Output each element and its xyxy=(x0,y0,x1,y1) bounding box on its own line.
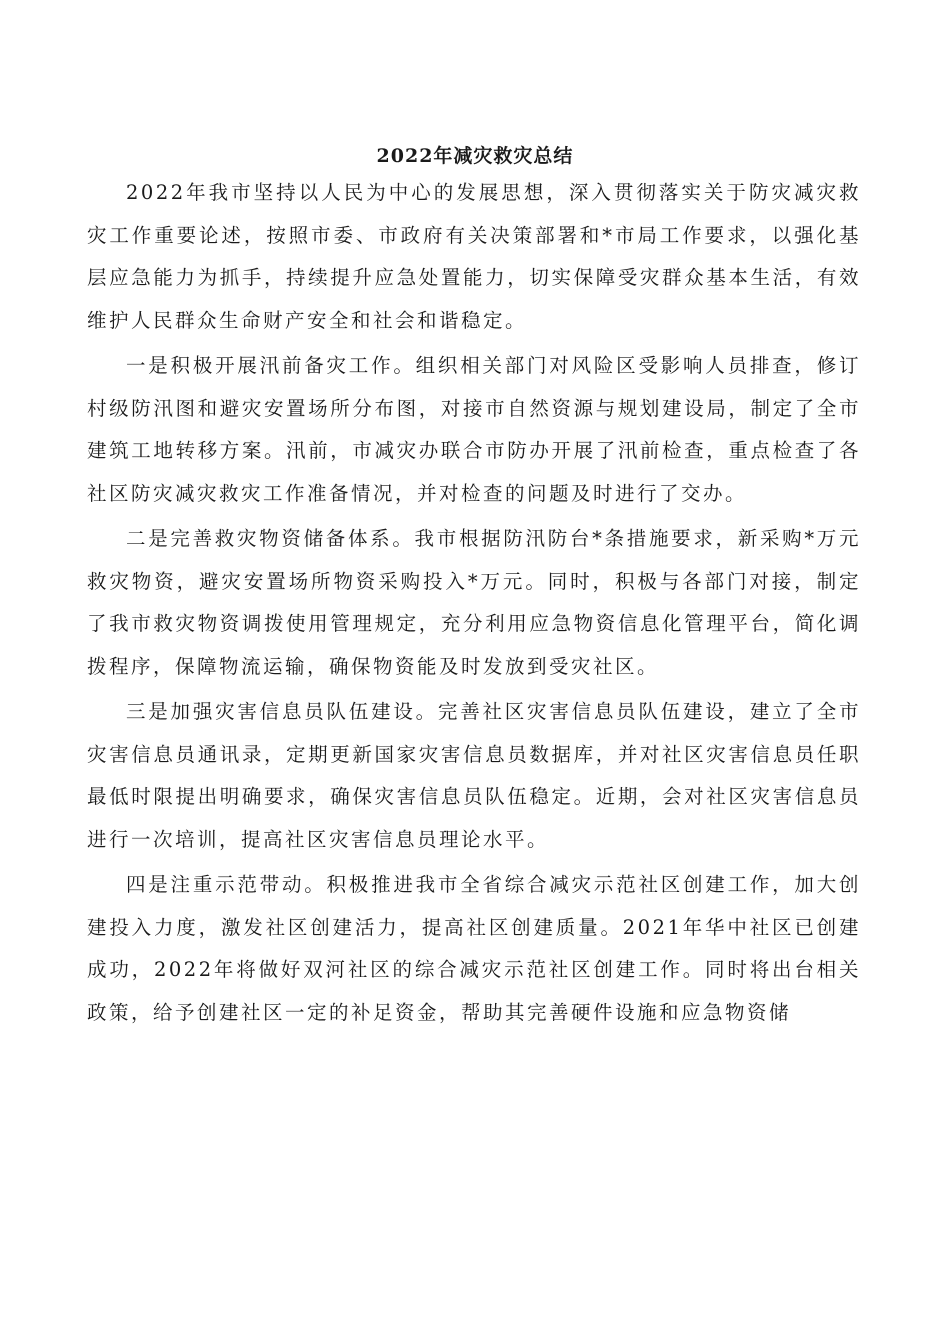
document-body xyxy=(87,172,861,1034)
paragraph-relief-supplies: 二是完善救灾物资储备体系。我市根据防汛防台*条措施要求，新采购*万元救灾物资，避灾安置场所物资采购投入*万元。同时，积极与各部门对接，制定了我市救灾物资调拨使用管理规定，充分利用应急物资信息化管理平台，简化调拨程序，保障物流运输，确保物资能及时发放到受灾社区。 xyxy=(87,527,861,678)
paragraph-flood-preparation: 一是积极开展汛前备灾工作。组织相关部门对风险区受影响人员排查，修订村级防汛图和避灾安置场所分布图，对接市自然资源与规划建设局，制定了全市建筑工地转移方案。汛前，市减灾办联合市防办开展了汛前检查，重点检查了各社区防灾减灾救灾工作准备情况，并对检查的问题及时进行了交办。 xyxy=(87,354,861,505)
paragraph-disaster-informants: 三是加强灾害信息员队伍建设。完善社区灾害信息员队伍建设，建立了全市灾害信息员通讯录，定期更新国家灾害信息员数据库，并对社区灾害信息员任职最低时限提出明确要求，确保灾害信息员队伍稳定。近期，会对社区灾害信息员进行一次培训，提高社区灾害信息员理论水平。 xyxy=(87,700,861,851)
paragraph-intro: 2022年我市坚持以人民为中心的发展思想，深入贯彻落实关于防灾减灾救灾工作重要论述，按照市委、市政府有关决策部署和*市局工作要求，以强化基层应急能力为抓手，持续提升应急处置能力，切实保障受灾群众基本生活，有效维护人民群众生命财产安全和社会和谐稳定。 xyxy=(87,181,861,332)
paragraph-demonstration: 四是注重示范带动。积极推进我市全省综合减灾示范社区创建工作，加大创建投入力度，激发社区创建活力，提高社区创建质量。2021年华中社区已创建成功，2022年将做好双河社区的综合减灾示范社区创建工作。同时将出台相关政策，给予创建社区一定的补足资金，帮助其完善硬件设施和应急物资储 xyxy=(87,873,861,1024)
document-title: 2022年减灾救灾总结 xyxy=(376,145,574,167)
